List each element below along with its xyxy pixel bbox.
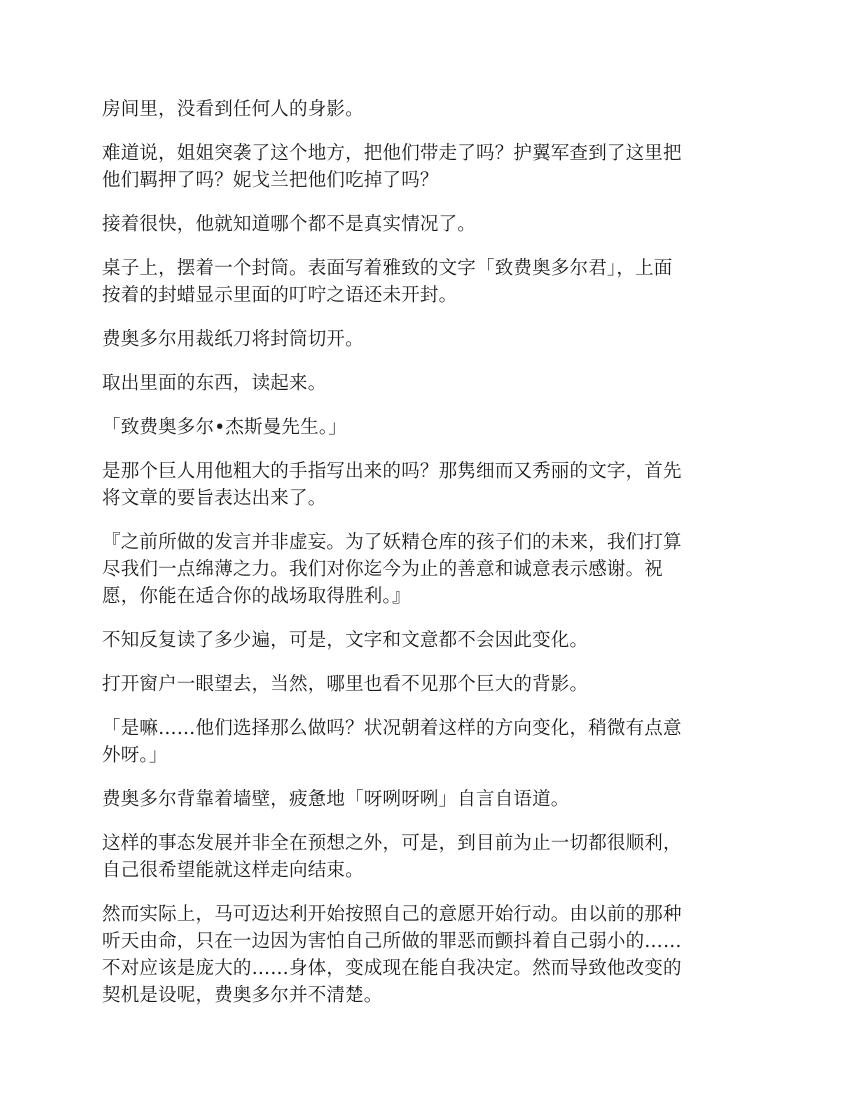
paragraph-3: 接着很快，他就知道哪个都不是真实情况了。 [102, 214, 477, 235]
paragraph-5: 费奥多尔用裁纸刀将封筒切开。 [102, 329, 364, 350]
paragraph-15: 然而实际上，马可迈达利开始按照自己的意愿开始行动。由以前的那种 听天由命，只在一边因为害怕自己所做的罪恶而颤抖着自己弱小的…… 不对应该是庞大的……身体，变成现在能自我决定。然而导致他改变的 契机是设呢，费奥多尔并不清楚。 [102, 904, 682, 1006]
paragraph-12: 「是嘛……他们选择那么做吗？状况朝着这样的方向变化，稍微有点意 外呀。」 [102, 718, 682, 766]
document-page [102, 96, 750, 1026]
paragraph-13: 费奥多尔背靠着墙壁，疲惫地「呀咧呀咧」自言自语道。 [102, 789, 570, 810]
paragraph-6: 取出里面的东西，读起来。 [102, 373, 327, 394]
paragraph-1: 房间里，没看到任何人的身影。 [102, 99, 364, 120]
paragraph-8: 是那个巨人用他粗大的手指写出来的吗？那隽细而又秀丽的文字，首先 将文章的要旨表达出来了。 [102, 461, 682, 509]
paragraph-10: 不知反复读了多少遍，可是，文字和文意都不会因此变化。 [102, 630, 589, 651]
paragraph-11: 打开窗户一眼望去，当然，哪里也看不见那个巨大的背影。 [102, 674, 589, 695]
paragraph-4: 桌子上，摆着一个封筒。表面写着雅致的文字「致费奥多尔君」，上面 按着的封蜡显示里面的叮咛之语还未开封。 [102, 258, 673, 306]
paragraph-9: 『之前所做的发言并非虚妄。为了妖精仓库的孩子们的未来，我们打算 尽我们一点绵薄之力。我们对你迄今为止的善意和诚意表示感谢。祝 愿，你能在适合你的战场取得胜利。』 [102, 532, 682, 607]
paragraph-2: 难道说，姐姐突袭了这个地方，把他们带走了吗？护翼军查到了这里把 他们羁押了吗？妮戈兰把他们吃掉了吗？ [102, 143, 682, 191]
paragraph-14: 这样的事态发展并非全在预想之外，可是，到目前为止一切都很顺利， 自己很希望能就这样走向结束。 [102, 833, 682, 881]
paragraph-7: 「致费奥多尔•杰斯曼先生。」 [102, 417, 347, 438]
